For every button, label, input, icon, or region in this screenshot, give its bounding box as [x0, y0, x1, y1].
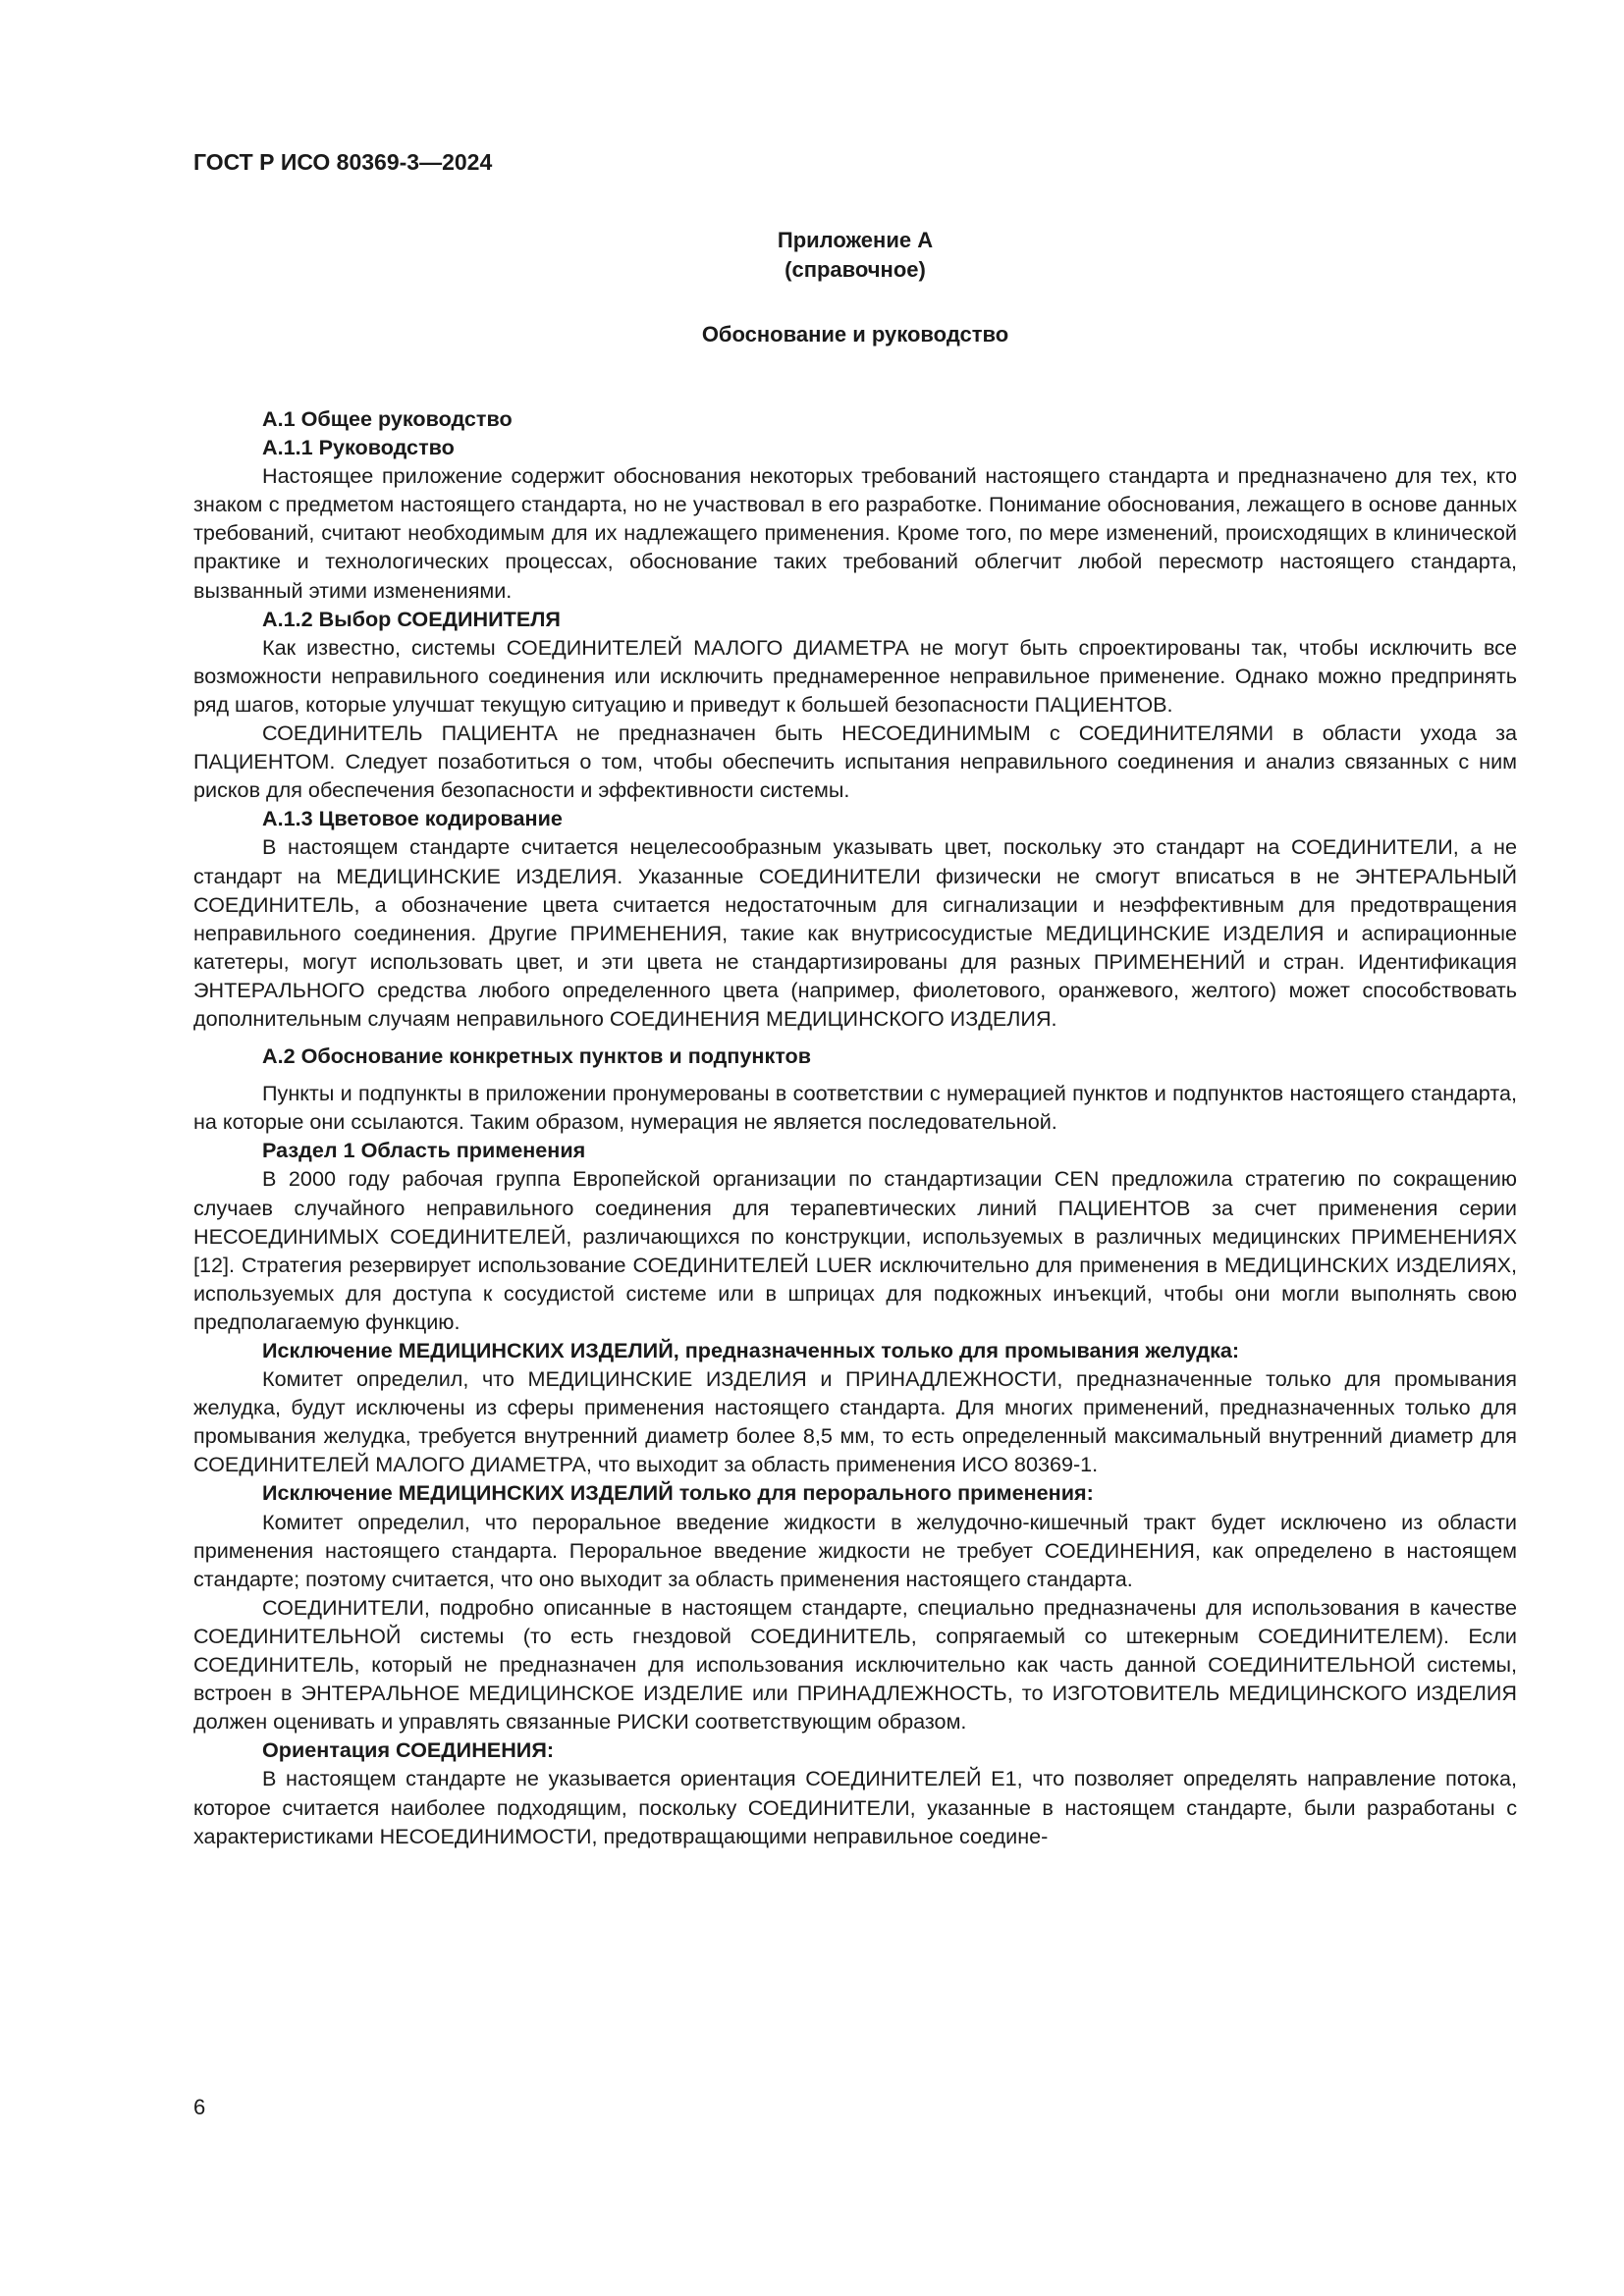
section-heading: А.1.1 Руководство	[262, 435, 455, 460]
section-heading: А.1 Общее руководство	[262, 406, 513, 431]
section-heading: А.1.3 Цветовое кодирование	[262, 806, 563, 831]
body-paragraph: Комитет определил, что пероральное введение жидкости в желудочно-кишечный тракт будет исключено из области применения настоящего стандарта. Пероральное введение жидкости не требует СОЕДИНЕНИЯ, как определено в настоящем стандарте; поэтому считается, что оно выходит за область применения настоящего стандарта.	[193, 1509, 1517, 1591]
section-heading: Исключение МЕДИЦИНСКИХ ИЗДЕЛИЙ, предназначенных только для промывания желудка:	[262, 1338, 1240, 1362]
section-heading: Раздел 1 Область применения	[262, 1138, 586, 1163]
annex-heading: Обоснование и руководство	[701, 322, 1009, 347]
section-heading: А.2 Обоснование конкретных пунктов и подпунктов	[262, 1043, 812, 1069]
body-paragraph: СОЕДИНИТЕЛЬ ПАЦИЕНТА не предназначен быть НЕСОЕДИНИМЫМ с СОЕДИНИТЕЛЯМИ в области ухода за ПАЦИЕНТОМ. Следует позаботиться о том, чтобы обеспечить испытания неправильного соединения и анализ связанных с ним рисков для обеспечения безопасности и эффективности системы.	[193, 721, 1517, 803]
section-spacer	[193, 1070, 1517, 1079]
body-paragraph: В настоящем стандарте считается нецелесообразным указывать цвет, поскольку это стандарт на СОЕДИНИТЕЛИ, а не стандарт на МЕДИЦИНСКИЕ ИЗДЕЛИЯ. Указанные СОЕДИНИТЕЛИ физически не смогут вписаться в не ЭНТЕРАЛЬНЫЙ СОЕДИНИТЕЛЬ, а обозначение цвета считается недостаточным для сигнализации и неэффективным для предотвращения неправильного соединения. Другие ПРИМЕНЕНИЯ, такие как внутрисосудистые МЕДИЦИНСКИЕ ИЗДЕЛИЯ и аспирационные катетеры, могут использовать цвет, и эти цвета не стандартизированы для разных ПРИМЕНЕНИЙ и стран. Идентификация ЭНТЕРАЛЬНОГО средства любого определенного цвета (например, фиолетового, оранжевого, желтого) может способствовать дополнительным случаям неправильного СОЕДИНЕНИЯ МЕДИЦИНСКОГО ИЗДЕЛИЯ.	[193, 834, 1517, 1031]
section-heading: А.1.2 Выбор СОЕДИНИТЕЛЯ	[262, 606, 561, 631]
annex-title: Приложение А	[777, 228, 934, 252]
section-heading: Исключение МЕДИЦИНСКИХ ИЗДЕЛИЙ только для перорального применения:	[262, 1480, 1094, 1506]
body-paragraph: СОЕДИНИТЕЛИ, подробно описанные в настоящем стандарте, специально предназначены для использования в качестве СОЕДИНИТЕЛЬНОЙ системы (то есть гнездовой СОЕДИНИТЕЛЬ, сопрягаемый со штекерным СОЕДИНИТЕЛЕМ). Если СОЕДИНИТЕЛЬ, который не предназначен для использования исключительно как часть данной СОЕДИНИТЕЛЬНОЙ системы, встроен в ЭНТЕРАЛЬНОЕ МЕДИЦИНСКОЕ ИЗДЕЛИЕ или ПРИНАДЛЕЖНОСТЬ, то ИЗГОТОВИТЕЛЬ МЕДИЦИНСКОГО ИЗДЕЛИЯ должен оценивать и управлять связанные РИСКИ соответствующим образом.	[193, 1594, 1517, 1735]
body-paragraph: Настоящее приложение содержит обоснования некоторых требований настоящего стандарта и предназначено для тех, кто знаком с предметом настоящего стандарта, но не участвовал в его разработке. Понимание обоснования, лежащего в основе данных требований, считают необходимым для их надлежащего применения. Кроме того, по мере изменений, происходящих в клинической практике и технологических процессах, обоснование таких требований облегчит любой пересмотр настоящего стандарта, вызванный этими изменениями.	[193, 463, 1517, 603]
annex-type: (справочное)	[785, 257, 926, 282]
body-paragraph: Как известно, системы СОЕДИНИТЕЛЕЙ МАЛОГО ДИАМЕТРА не могут быть спроектированы так, чтобы исключить все возможности неправильного соединения или исключить преднамеренное неправильное применение. Однако можно предпринять ряд шагов, которые улучшат текущую ситуацию и приведут к большей безопасности ПАЦИЕНТОВ.	[193, 634, 1517, 717]
body-paragraph: В 2000 году рабочая группа Европейской организации по стандартизации CEN предложила стратегию по сокращению случаев случайного неправильного соединения для терапевтических линий ПАЦИЕНТОВ за счет применения серии НЕСОЕДИНИМЫХ СОЕДИНИТЕЛЕЙ, различающихся по конструкции, используемых в различных медицинских ПРИМЕНЕНИЯХ [12]. Стратегия резервирует использование СОЕДИНИТЕЛЕЙ LUER исключительно для применения в МЕДИЦИНСКИХ ИЗДЕЛИЯХ, используемых для доступа к сосудистой системе или в шприцах для подкожных инъекций, чтобы они могли выполнять свою предполагаемую функцию.	[193, 1166, 1517, 1334]
body-paragraph: Пункты и подпункты в приложении пронумерованы в соответствии с нумерацией пунктов и подпунктов настоящего стандарта, на которые они ссылаются. Таким образом, нумерация не является последовательной.	[193, 1081, 1517, 1135]
document-body	[193, 404, 1517, 1850]
section-heading: Ориентация СОЕДИНЕНИЯ:	[262, 1737, 555, 1763]
body-paragraph: В настоящем стандарте не указывается ориентация СОЕДИНИТЕЛЕЙ Е1, что позволяет определять направление потока, которое считается наиболее подходящим, поскольку СОЕДИНИТЕЛИ, указанные в настоящем стандарте, были разработаны с характеристиками НЕСОЕДИНИМОСТИ, предотвращающими неправильное соедине-	[193, 1766, 1517, 1848]
standard-id: ГОСТ Р ИСО 80369-3—2024	[193, 149, 493, 175]
page-number: 6	[193, 2095, 206, 2119]
section-spacer	[193, 1033, 1517, 1041]
body-paragraph: Комитет определил, что МЕДИЦИНСКИЕ ИЗДЕЛИЯ и ПРИНАДЛЕЖНОСТИ, предназначенные только для промывания желудка, будут исключены из сферы применения настоящего стандарта. Для многих применений, предназначенных только для промывания желудка, требуется внутренний диаметр более 8,5 мм, то есть определенный максимальный внутренний диаметр для СОЕДИНИТЕЛЕЙ МАЛОГО ДИАМЕТРА, что выходит за область применения ИСО 80369-1.	[193, 1366, 1517, 1477]
